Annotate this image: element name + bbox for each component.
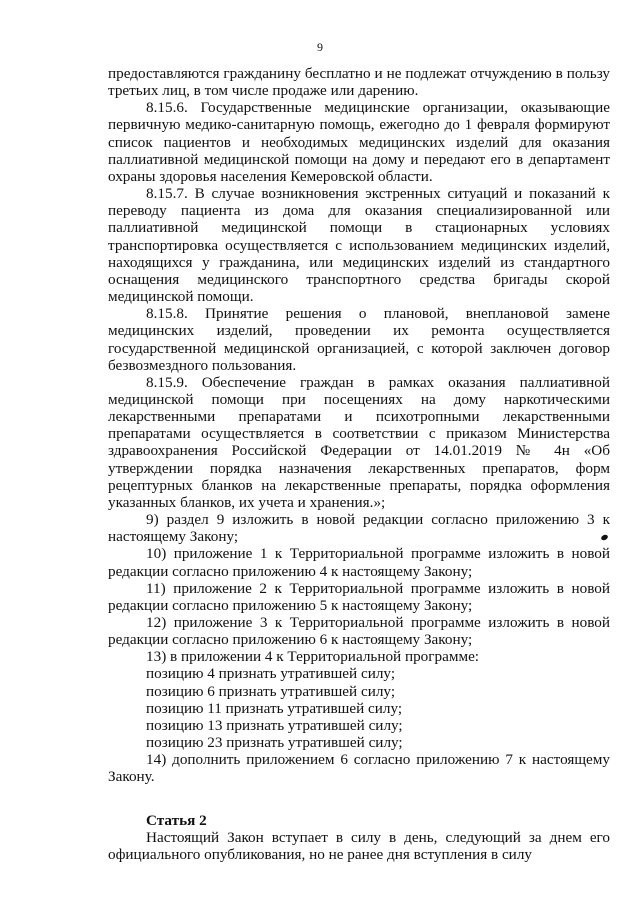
item-12: 12) приложение 3 к Территориальной программе изложить в новой редакции согласно приложению 6 к настоящему Закону; <box>108 614 610 649</box>
document-body <box>108 65 610 863</box>
paragraph-8-15-9: 8.15.9. Обеспечение граждан в рамках оказания паллиативной медицинской помощи при посещениях на дому наркотическими лекарственными препаратами и психотропными лекарственными препаратами осуществляется в соответствии с приказом Министерства здравоохранения Российской Федерации от 14.01.2019 № 4н «Об утверждении порядка назначения лекарственных препаратов, форм рецептурных бланков на лекарственные препараты, порядка оформления указанных бланков, их учета и хранения.»; <box>108 373 610 511</box>
paragraph-8-15-8: 8.15.8. Принятие решения о плановой, внеплановой замене медицинских изделий, проведении их ремонта осуществляется государственной медицинской организацией, с которой заключен договор безвозмездного пользования. <box>108 305 610 374</box>
paragraph-8-15-6: 8.15.6. Государственные медицинские организации, оказывающие первичную медико-санитарную помощь, ежегодно до 1 февраля формируют список пациентов и необходимых медицинских изделий для оказания паллиативной медицинской помощи на дому и передают его в департамент охраны здоровья населения Кемеровской области. <box>108 99 610 185</box>
position-11-line: позицию 11 признать утратившей силу; <box>146 699 403 717</box>
position-13-line: позицию 13 признать утратившей силу; <box>146 716 403 734</box>
article-heading: Статья 2 <box>146 811 207 829</box>
item-9: 9) раздел 9 изложить в новой редакции согласно приложению 3 к настоящему Закону; <box>108 511 610 546</box>
item-11: 11) приложение 2 к Территориальной программе изложить в новой редакции согласно приложению 5 к настоящему Закону; <box>108 579 610 614</box>
paragraph-continuation: предоставляются гражданину бесплатно и не подлежат отчуждению в пользу третьих лиц, в том числе продаже или дарению. <box>108 65 610 100</box>
item-10: 10) приложение 1 к Территориальной программе изложить в новой редакции согласно приложению 4 к настоящему Закону; <box>108 545 610 580</box>
position-4-line: позицию 4 признать утратившей силу; <box>146 665 396 683</box>
item-14: 14) дополнить приложением 6 согласно приложению 7 к настоящему Закону. <box>108 751 610 786</box>
paragraph-8-15-7: 8.15.7. В случае возникновения экстренных ситуаций и показаний к переводу пациента из дома для оказания специализированной или паллиативной медицинской помощи в стационарных условиях транспортировка осуществляется с использованием медицинских изделий, находящихся у гражданина, или медицинских изделий из стандартного оснащения медицинского транспортного средства бригады скорой медицинской помощи. <box>108 185 610 306</box>
item-13: 13) в приложении 4 к Территориальной программе: <box>146 648 480 666</box>
position-23-line: позицию 23 признать утратившей силу; <box>146 734 403 752</box>
position-6-line: позицию 6 признать утратившей силу; <box>146 682 396 700</box>
article-text: Настоящий Закон вступает в силу в день, следующий за днем его официального опубликования, но не ранее дня вступления в силу <box>108 828 610 863</box>
page-number: 9 <box>317 40 323 54</box>
